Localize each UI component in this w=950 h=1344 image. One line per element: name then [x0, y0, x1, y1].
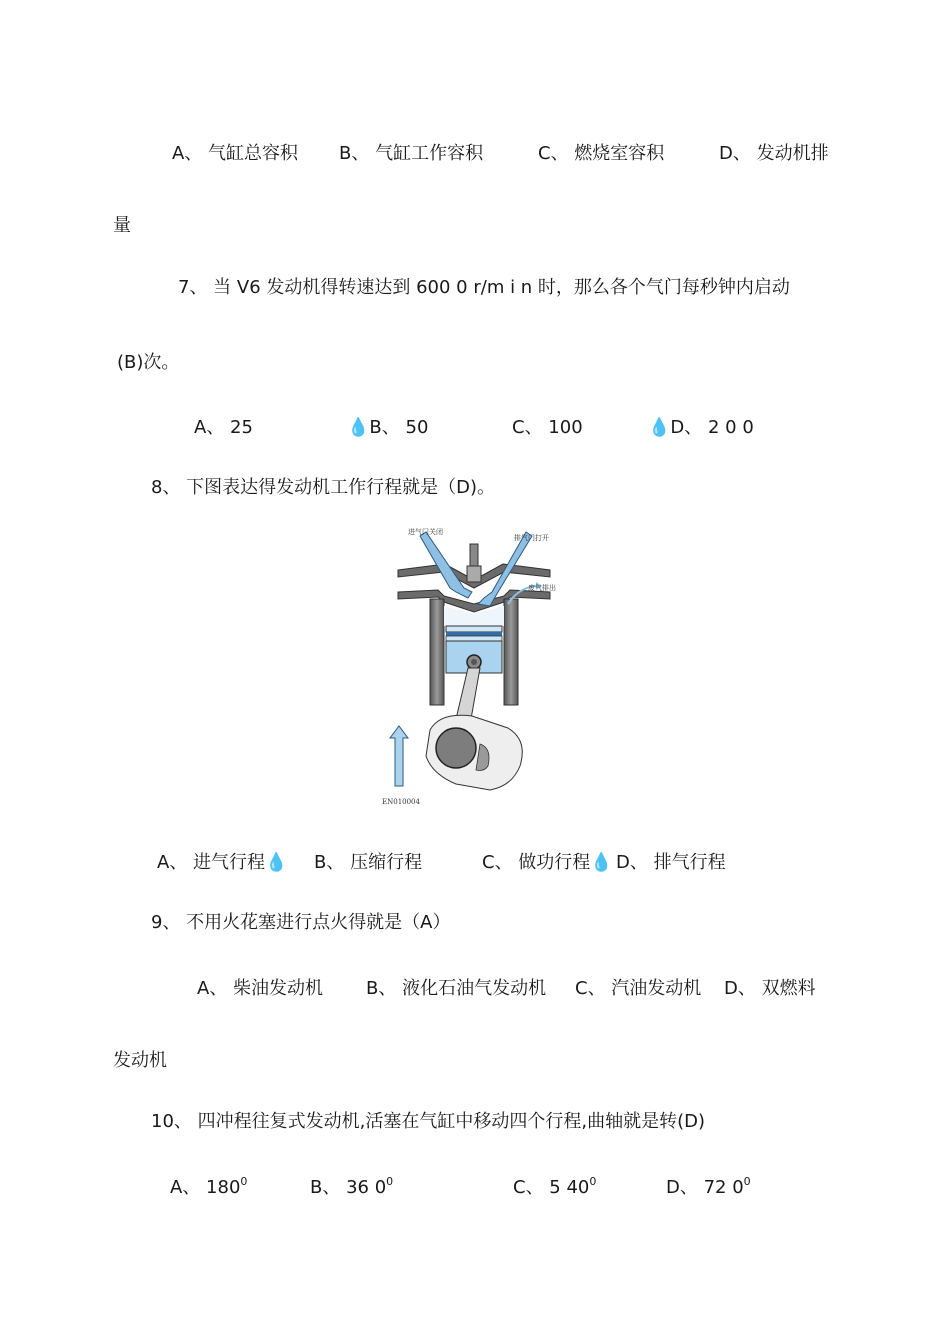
- drop-bullet-icon: 💧: [648, 417, 671, 438]
- q6-option-b: B、 气缸工作容积: [339, 143, 484, 164]
- q6-option-d-continuation: 量: [113, 215, 131, 236]
- q10-option-a-label: A、 180: [170, 1177, 241, 1198]
- drop-bullet-icon: 💧: [347, 417, 370, 438]
- q10-option-b-label: B、 36 0: [310, 1177, 387, 1198]
- q7-option-b: [347, 413, 428, 439]
- q7-stem-continuation: (B)次。: [117, 352, 180, 373]
- q8-option-a: [157, 848, 287, 874]
- q6-option-d: D、 发动机排: [719, 143, 829, 164]
- degree-superscript: 0: [743, 1175, 751, 1188]
- q9-option-b: B、 液化石油气发动机: [366, 978, 547, 999]
- q7-option-a: A、 25: [194, 417, 253, 438]
- q10-option-b: [310, 1173, 393, 1199]
- q8-option-a-label: A、 进气行程: [157, 852, 266, 873]
- q10-option-d: [666, 1173, 751, 1199]
- q6-option-a: A、 气缸总容积: [172, 143, 299, 164]
- degree-superscript: 0: [386, 1175, 394, 1188]
- q7-option-d: [648, 413, 754, 439]
- degree-superscript: 0: [240, 1175, 248, 1188]
- label-exhaust-valve-open: 排气门打开: [514, 534, 549, 542]
- q7-option-b-label: B、 50: [369, 417, 429, 438]
- q8-option-b: B、 压缩行程: [314, 852, 423, 873]
- q9-option-c: C、 汽油发动机: [575, 978, 702, 999]
- q10-option-c-label: C、 5 40: [513, 1177, 590, 1198]
- label-exhaust-out: 废气排出: [528, 584, 556, 592]
- q9-option-a: A、 柴油发动机: [197, 978, 324, 999]
- q9-option-d-continuation: 发动机: [113, 1050, 167, 1071]
- degree-superscript: 0: [589, 1175, 597, 1188]
- engine-exhaust-stroke-figure: [380, 522, 568, 810]
- label-intake-valve-closed: 进气门关闭: [408, 528, 443, 536]
- q9-stem: 9、 不用火花塞进行点火得就是（A）: [151, 912, 451, 933]
- drop-bullet-icon: 💧: [265, 852, 288, 873]
- q10-option-d-label: D、 72 0: [666, 1177, 744, 1198]
- drop-bullet-icon: 💧: [590, 852, 613, 873]
- q7-stem: 7、 当 V6 发动机得转速达到 600 0 r/m i n 时，那么各个气门每秒钟内启动: [178, 277, 790, 298]
- q7-option-c: C、 100: [512, 417, 583, 438]
- q9-option-d: D、 双燃料: [724, 978, 816, 999]
- q8-option-d: D、 排气行程: [616, 852, 726, 873]
- q6-option-c: C、 燃烧室容积: [538, 143, 665, 164]
- q10-option-a: [170, 1173, 247, 1199]
- q8-option-c-label: C、 做功行程: [482, 852, 591, 873]
- q8-stem: 8、 下图表达得发动机工作行程就是（D)。: [151, 477, 496, 498]
- q10-option-c: [513, 1173, 596, 1199]
- figure-code: EN010004: [382, 798, 420, 806]
- q7-option-d-label: D、 2 0 0: [670, 417, 754, 438]
- q8-option-c: [482, 848, 613, 874]
- q10-stem: 10、 四冲程往复式发动机,活塞在气缸中移动四个行程,曲轴就是转(D): [151, 1111, 705, 1132]
